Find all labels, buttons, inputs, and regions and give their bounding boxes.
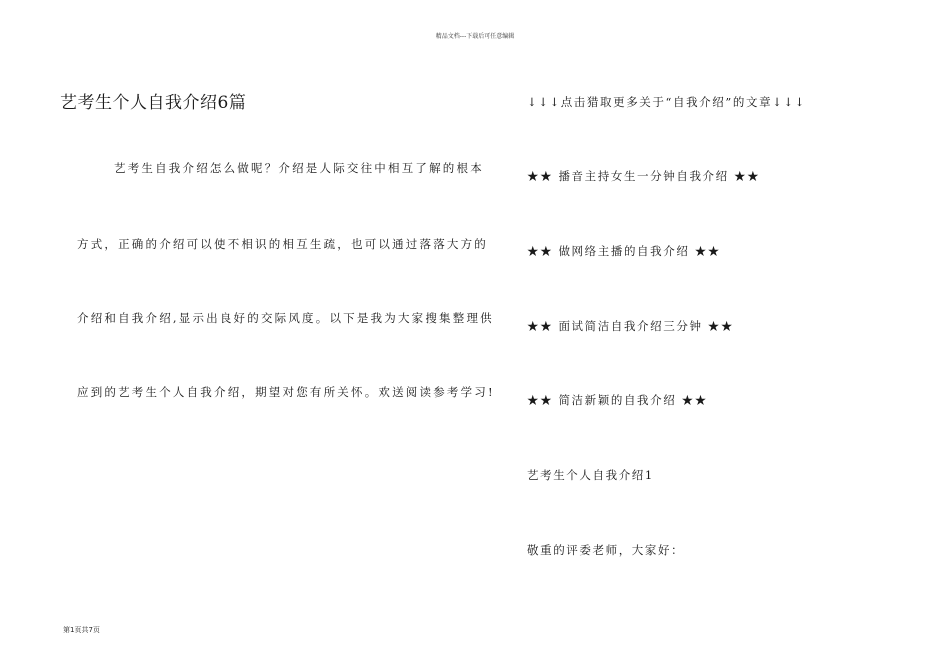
intro-line: 介绍和自我介绍,显示出良好的交际风度。以下是我为大家搜集整理供 <box>77 311 494 325</box>
section-heading: 艺考生个人自我介绍1 <box>527 468 654 482</box>
more-articles-link[interactable]: ↓↓↓点击猎取更多关于“自我介绍”的文章↓↓↓ <box>527 95 806 109</box>
intro-line: 艺考生自我介绍怎么做呢？介绍是人际交往中相互了解的根本 <box>114 161 484 175</box>
page-number: 第1页共7页 <box>63 626 100 634</box>
related-article-link[interactable]: ★★ 面试简洁自我介绍三分钟 ★★ <box>527 319 735 333</box>
intro-line: 应到的艺考生个人自我介绍，期望对您有所关怀。欢送阅读参考学习! <box>77 385 495 399</box>
related-article-link[interactable]: ★★ 播音主持女生一分钟自我介绍 ★★ <box>527 169 761 183</box>
page-title: 艺考生个人自我介绍6篇 <box>60 93 247 113</box>
intro-line: 方式，正确的介绍可以使不相识的相互生疏，也可以通过落落大方的 <box>77 237 488 251</box>
salutation: 敬重的评委老师，大家好： <box>527 543 685 557</box>
header-note: 精品文档---下载后可任意编辑 <box>435 33 515 40</box>
related-article-link[interactable]: ★★ 简洁新颖的自我介绍 ★★ <box>527 393 708 407</box>
related-article-link[interactable]: ★★ 做网络主播的自我介绍 ★★ <box>527 244 721 258</box>
